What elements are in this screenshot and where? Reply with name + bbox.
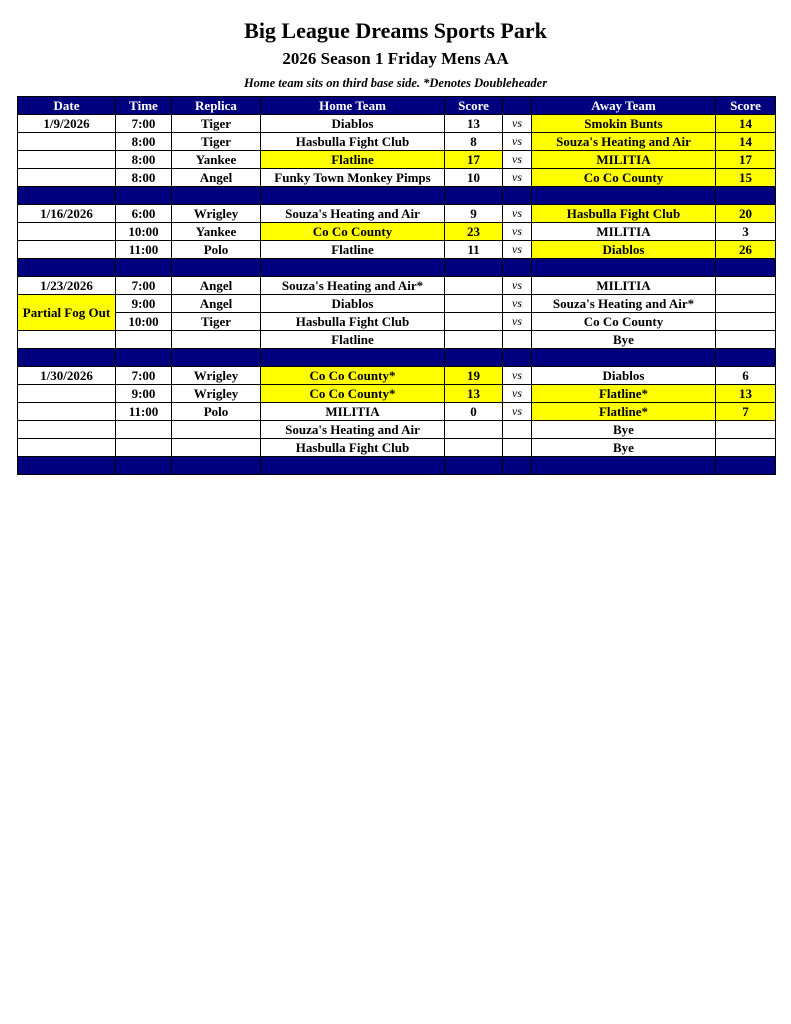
away-team: Bye	[532, 439, 716, 457]
home-team: Flatline	[261, 241, 445, 259]
game-row	[18, 277, 776, 295]
game-date	[18, 133, 116, 151]
home-score: 13	[445, 385, 503, 403]
vs-label	[503, 421, 532, 439]
game-date	[18, 403, 116, 421]
home-score	[445, 331, 503, 349]
game-row	[18, 223, 776, 241]
vs-label: vs	[503, 367, 532, 385]
away-team: MILITIA	[532, 223, 716, 241]
game-replica: Wrigley	[172, 385, 261, 403]
home-score	[445, 421, 503, 439]
column-header-time: Time	[116, 97, 172, 115]
away-team: Flatline*	[532, 385, 716, 403]
separator-cell	[532, 187, 716, 205]
game-time	[116, 421, 172, 439]
game-replica: Yankee	[172, 151, 261, 169]
home-team: Diablos	[261, 295, 445, 313]
away-team: Co Co County	[532, 169, 716, 187]
separator-cell	[532, 259, 716, 277]
home-team: Co Co County	[261, 223, 445, 241]
away-score: 17	[716, 151, 776, 169]
vs-label: vs	[503, 277, 532, 295]
home-score	[445, 313, 503, 331]
game-replica: Polo	[172, 403, 261, 421]
date-note: Partial Fog Out	[18, 295, 116, 331]
home-score: 8	[445, 133, 503, 151]
game-row	[18, 151, 776, 169]
game-replica: Tiger	[172, 133, 261, 151]
week-separator	[18, 457, 776, 475]
away-score	[716, 331, 776, 349]
home-team: Hasbulla Fight Club	[261, 439, 445, 457]
away-team: MILITIA	[532, 277, 716, 295]
home-score	[445, 295, 503, 313]
away-score: 7	[716, 403, 776, 421]
game-date: 1/16/2026	[18, 205, 116, 223]
game-date	[18, 385, 116, 403]
away-team: Bye	[532, 331, 716, 349]
home-team: Hasbulla Fight Club	[261, 313, 445, 331]
game-time: 10:00	[116, 223, 172, 241]
away-team: Bye	[532, 421, 716, 439]
column-header-date: Date	[18, 97, 116, 115]
home-score: 9	[445, 205, 503, 223]
schedule-note: Home team sits on third base side. *Denotes Doubleheader	[243, 76, 548, 90]
away-score	[716, 313, 776, 331]
separator-cell	[716, 349, 776, 367]
separator-cell	[445, 457, 503, 475]
home-team: Co Co County*	[261, 385, 445, 403]
separator-cell	[445, 187, 503, 205]
game-row	[18, 439, 776, 457]
away-team: Co Co County	[532, 313, 716, 331]
game-time	[116, 439, 172, 457]
separator-cell	[503, 349, 532, 367]
separator-cell	[261, 457, 445, 475]
home-team: Hasbulla Fight Club	[261, 133, 445, 151]
home-score: 13	[445, 115, 503, 133]
game-time: 9:00	[116, 385, 172, 403]
separator-cell	[116, 259, 172, 277]
home-score: 0	[445, 403, 503, 421]
separator-cell	[18, 259, 116, 277]
game-row	[18, 331, 776, 349]
game-replica: Yankee	[172, 223, 261, 241]
separator-cell	[18, 187, 116, 205]
game-date	[18, 241, 116, 259]
game-replica: Angel	[172, 169, 261, 187]
away-team: Hasbulla Fight Club	[532, 205, 716, 223]
vs-label: vs	[503, 115, 532, 133]
game-date	[18, 439, 116, 457]
column-header-vs	[503, 97, 532, 115]
game-time	[116, 331, 172, 349]
separator-cell	[261, 349, 445, 367]
separator-cell	[18, 349, 116, 367]
game-replica	[172, 439, 261, 457]
game-row	[18, 241, 776, 259]
vs-label: vs	[503, 313, 532, 331]
away-score: 6	[716, 367, 776, 385]
separator-cell	[716, 457, 776, 475]
vs-label	[503, 331, 532, 349]
away-score: 26	[716, 241, 776, 259]
away-score: 15	[716, 169, 776, 187]
schedule-table	[17, 96, 776, 475]
separator-cell	[261, 187, 445, 205]
away-score: 20	[716, 205, 776, 223]
vs-label: vs	[503, 205, 532, 223]
game-time: 7:00	[116, 277, 172, 295]
home-score: 19	[445, 367, 503, 385]
game-replica: Wrigley	[172, 205, 261, 223]
away-team: Diablos	[532, 367, 716, 385]
game-row	[18, 205, 776, 223]
separator-cell	[116, 349, 172, 367]
away-team: MILITIA	[532, 151, 716, 169]
separator-cell	[116, 457, 172, 475]
home-team: Souza's Heating and Air	[261, 205, 445, 223]
home-team: MILITIA	[261, 403, 445, 421]
game-row	[18, 133, 776, 151]
separator-cell	[445, 259, 503, 277]
game-replica	[172, 331, 261, 349]
home-score: 17	[445, 151, 503, 169]
week-separator	[18, 259, 776, 277]
home-team: Souza's Heating and Air*	[261, 277, 445, 295]
away-score	[716, 277, 776, 295]
separator-cell	[716, 259, 776, 277]
separator-cell	[532, 457, 716, 475]
away-team: Diablos	[532, 241, 716, 259]
game-replica: Tiger	[172, 115, 261, 133]
separator-cell	[172, 349, 261, 367]
game-time: 11:00	[116, 403, 172, 421]
table-header-row	[18, 97, 776, 115]
game-row	[18, 169, 776, 187]
separator-cell	[503, 259, 532, 277]
game-row	[18, 313, 776, 331]
vs-label: vs	[503, 169, 532, 187]
column-header-home-score: Score	[445, 97, 503, 115]
separator-cell	[503, 457, 532, 475]
game-row	[18, 421, 776, 439]
game-date: 1/23/2026	[18, 277, 116, 295]
separator-cell	[172, 187, 261, 205]
game-replica: Angel	[172, 295, 261, 313]
game-date: 1/30/2026	[18, 367, 116, 385]
game-date	[18, 169, 116, 187]
separator-cell	[18, 457, 116, 475]
game-replica	[172, 421, 261, 439]
game-date	[18, 421, 116, 439]
vs-label: vs	[503, 241, 532, 259]
game-date	[18, 331, 116, 349]
game-time: 7:00	[116, 367, 172, 385]
away-score: 3	[716, 223, 776, 241]
separator-cell	[716, 187, 776, 205]
game-time: 8:00	[116, 151, 172, 169]
away-team: Flatline*	[532, 403, 716, 421]
week-separator	[18, 349, 776, 367]
column-header-replica: Replica	[172, 97, 261, 115]
separator-cell	[172, 259, 261, 277]
game-replica: Angel	[172, 277, 261, 295]
game-time: 8:00	[116, 169, 172, 187]
separator-cell	[445, 349, 503, 367]
game-row	[18, 385, 776, 403]
vs-label: vs	[503, 403, 532, 421]
away-score: 14	[716, 115, 776, 133]
page-title: Big League Dreams Sports Park	[244, 18, 547, 43]
game-date	[18, 151, 116, 169]
game-time: 6:00	[116, 205, 172, 223]
home-team: Flatline	[261, 151, 445, 169]
home-score: 11	[445, 241, 503, 259]
game-row	[18, 115, 776, 133]
game-row	[18, 295, 776, 313]
vs-label	[503, 439, 532, 457]
separator-cell	[503, 187, 532, 205]
week-separator	[18, 187, 776, 205]
away-team: Souza's Heating and Air	[532, 133, 716, 151]
home-team: Flatline	[261, 331, 445, 349]
away-team: Smokin Bunts	[532, 115, 716, 133]
vs-label: vs	[503, 223, 532, 241]
separator-cell	[116, 187, 172, 205]
game-time: 8:00	[116, 133, 172, 151]
home-score: 10	[445, 169, 503, 187]
game-time: 11:00	[116, 241, 172, 259]
game-row	[18, 403, 776, 421]
away-score	[716, 439, 776, 457]
game-time: 9:00	[116, 295, 172, 313]
vs-label: vs	[503, 385, 532, 403]
home-team: Co Co County*	[261, 367, 445, 385]
vs-label: vs	[503, 151, 532, 169]
schedule-body	[18, 115, 776, 475]
away-score: 13	[716, 385, 776, 403]
home-team: Funky Town Monkey Pimps	[261, 169, 445, 187]
separator-cell	[172, 457, 261, 475]
vs-label: vs	[503, 295, 532, 313]
separator-cell	[532, 349, 716, 367]
home-score	[445, 277, 503, 295]
home-score	[445, 439, 503, 457]
game-time: 10:00	[116, 313, 172, 331]
home-team: Diablos	[261, 115, 445, 133]
game-row	[18, 367, 776, 385]
away-score	[716, 295, 776, 313]
home-team: Souza's Heating and Air	[261, 421, 445, 439]
game-replica: Wrigley	[172, 367, 261, 385]
game-date	[18, 223, 116, 241]
away-score	[716, 421, 776, 439]
game-time: 7:00	[116, 115, 172, 133]
separator-cell	[261, 259, 445, 277]
column-header-home-team: Home Team	[261, 97, 445, 115]
page-subtitle: 2026 Season 1 Friday Mens AA	[282, 49, 509, 68]
vs-label: vs	[503, 133, 532, 151]
away-score: 14	[716, 133, 776, 151]
column-header-away-team: Away Team	[532, 97, 716, 115]
column-header-away-score: Score	[716, 97, 776, 115]
game-date: 1/9/2026	[18, 115, 116, 133]
game-replica: Polo	[172, 241, 261, 259]
game-replica: Tiger	[172, 313, 261, 331]
home-score: 23	[445, 223, 503, 241]
away-team: Souza's Heating and Air*	[532, 295, 716, 313]
